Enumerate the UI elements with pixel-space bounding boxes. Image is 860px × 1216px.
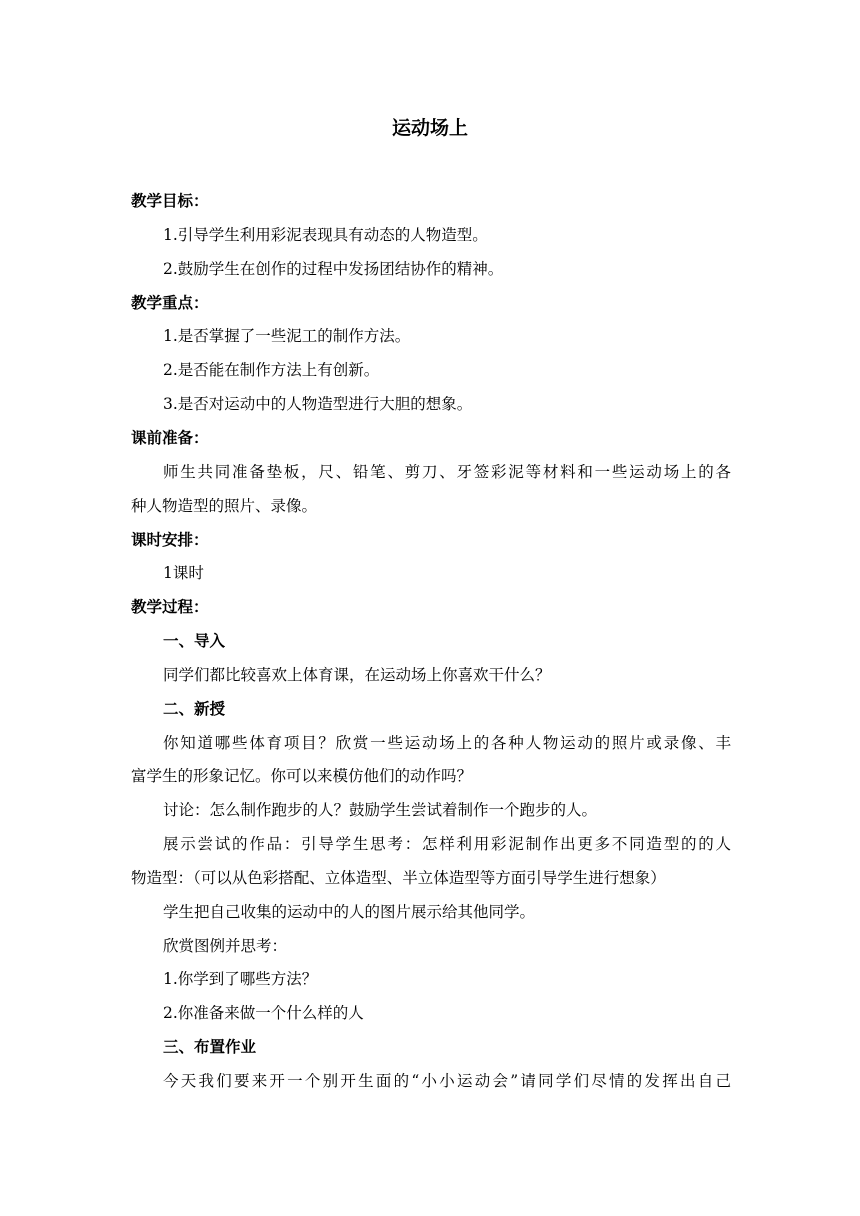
paragraph-line: 富学生的形象记忆。你可以来模仿他们的动作吗？: [131, 767, 473, 785]
objective-item: 1.引导学生利用彩泥表现具有动态的人物造型。: [163, 226, 488, 244]
section-heading-objectives: 教学目标：: [131, 192, 209, 210]
key-point-item: 1.是否掌握了一些泥工的制作方法。: [163, 327, 411, 345]
paragraph-line: 展示尝试的作品：引导学生思考：怎样利用彩泥制作出更多不同造型的的人: [163, 835, 731, 853]
section-heading-key-points: 教学重点：: [131, 294, 209, 312]
key-point-item: 2.是否能在制作方法上有创新。: [163, 361, 380, 379]
paragraph-line: 讨论：怎么制作跑步的人？鼓励学生尝试着制作一个跑步的人。: [163, 801, 598, 819]
paragraph-line: 物造型：（可以从色彩搭配、立体造型、半立体造型等方面引导学生进行想象）: [131, 869, 666, 887]
paragraph-line: 1课时: [163, 564, 204, 582]
section-heading-schedule: 课时安排：: [131, 531, 209, 549]
key-point-item: 3.是否对运动中的人物造型进行大胆的想象。: [163, 395, 473, 413]
list-item: 1.你学到了哪些方法？: [163, 970, 318, 988]
subheading-homework: 三、布置作业: [163, 1038, 257, 1056]
section-heading-process: 教学过程：: [131, 598, 209, 616]
list-item: 2.你准备来做一个什么样的人: [163, 1004, 364, 1022]
paragraph-line: 师生共同准备垫板，尺、铅笔、剪刀、牙签彩泥等材料和一些运动场上的各: [163, 463, 731, 481]
paragraph-line: 欣赏图例并思考：: [163, 937, 288, 955]
paragraph-line: 你知道哪些体育项目？欣赏一些运动场上的各种人物运动的照片或录像、丰: [163, 734, 731, 752]
paragraph-line: 同学们都比较喜欢上体育课，在运动场上你喜欢干什么？: [163, 666, 551, 684]
section-heading-preparation: 课前准备：: [131, 429, 209, 447]
objective-item: 2.鼓励学生在创作的过程中发扬团结协作的精神。: [163, 260, 504, 278]
document-title: 运动场上: [391, 117, 468, 139]
subheading-intro: 一、导入: [163, 632, 226, 650]
subheading-new-lesson: 二、新授: [163, 700, 226, 718]
paragraph-line: 今天我们要来开一个别开生面的“小小运动会”请同学们尽情的发挥出自己: [163, 1072, 731, 1090]
paragraph-line: 种人物造型的照片、录像。: [131, 497, 318, 515]
paragraph-line: 学生把自己收集的运动中的人的图片展示给其他同学。: [163, 903, 536, 921]
